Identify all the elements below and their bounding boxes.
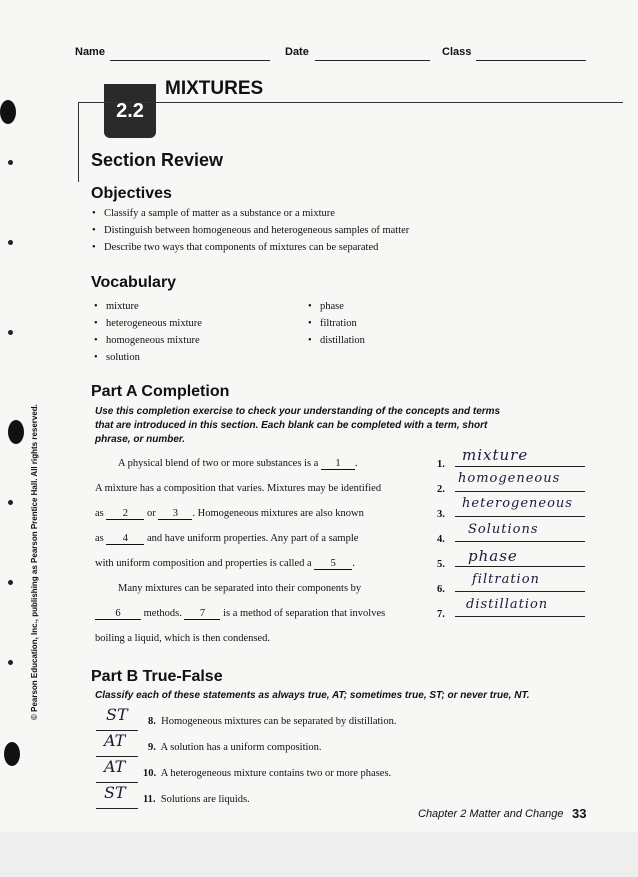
date-label: Date [285, 46, 309, 58]
part-a-instructions: phrase, or number. [95, 434, 186, 445]
vocab-term: • mixture [106, 301, 139, 312]
handwritten-answer: ST [104, 783, 126, 802]
objective-item: • Distinguish between homogeneous and heterogeneous samples of matter [104, 225, 409, 236]
page-title: MIXTURES [165, 78, 264, 99]
blank-3: 3 [158, 508, 192, 520]
blank-7: 7 [184, 608, 220, 620]
blank-6: 6 [95, 608, 141, 620]
blank-4: 4 [106, 533, 144, 545]
objectives-heading: Objectives [91, 185, 172, 202]
completion-text: A physical blend of two or more substances is a 1 . [118, 458, 358, 469]
class-label: Class [442, 46, 472, 58]
answer-number: 2. [437, 484, 445, 495]
completion-text: as 4 and have uniform properties. Any part of a sample [95, 533, 359, 544]
margin-mark [8, 660, 13, 665]
vocab-term: • heterogeneous mixture [106, 318, 202, 329]
answer-number: 7. [437, 609, 445, 620]
answer-number: 1. [437, 459, 445, 470]
vocab-term: • phase [320, 301, 344, 312]
handwritten-answer: AT [104, 731, 126, 750]
name-label: Name [75, 46, 105, 58]
blank-1: 1 [321, 458, 355, 470]
class-field[interactable] [476, 60, 586, 61]
margin-mark [8, 330, 13, 335]
blank-5: 5 [314, 558, 352, 570]
handwritten-answer: heterogeneous [462, 496, 573, 511]
true-false-item: 8. Homogeneous mixtures can be separated by distillation. [148, 716, 397, 727]
completion-text: 6 methods. 7 is a method of separation that involves [95, 608, 385, 620]
part-b-instructions: Classify each of these statements as always true, AT; sometimes true, ST; or never true, NT. [95, 690, 530, 701]
margin-mark [8, 160, 13, 165]
title-rule-vertical [78, 102, 79, 182]
completion-text: as 2 or 3 . Homogeneous mixtures are also known [95, 508, 364, 519]
objective-item: • Classify a sample of matter as a substance or a mixture [104, 208, 335, 219]
completion-text: with uniform composition and properties is called a 5 . [95, 558, 355, 569]
true-false-item: 9. A solution has a uniform composition. [148, 742, 322, 753]
vocab-term: • filtration [320, 318, 357, 329]
vocab-term: • solution [106, 352, 140, 363]
part-a-instructions: Use this completion exercise to check your understanding of the concepts and terms [95, 406, 501, 417]
objective-item: • Describe two ways that components of mixtures can be separated [104, 242, 378, 253]
handwritten-answer: AT [104, 757, 126, 776]
vocab-term: • distillation [320, 335, 365, 346]
handwritten-answer: ST [106, 705, 128, 724]
handwritten-answer: distillation [466, 597, 549, 612]
answer-number: 5. [437, 559, 445, 570]
margin-mark [8, 580, 13, 585]
section-number-badge: 2.2 [104, 84, 156, 138]
answer-number: 6. [437, 584, 445, 595]
part-a-heading: Part A Completion [91, 383, 230, 400]
answer-number: 4. [437, 534, 445, 545]
date-field[interactable] [315, 60, 430, 61]
name-field[interactable] [110, 60, 270, 61]
margin-mark [8, 240, 13, 245]
true-false-item: 11. Solutions are liquids. [143, 794, 250, 805]
handwritten-answer: filtration [472, 572, 540, 587]
page-number: 33 [572, 806, 587, 821]
completion-text: A mixture has a composition that varies. Mixtures may be identified [95, 483, 382, 494]
completion-text: boiling a liquid, which is then condensed. [95, 633, 270, 644]
handwritten-answer: Solutions [468, 522, 539, 537]
answer-number: 3. [437, 509, 445, 520]
part-a-instructions: that are introduced in this section. Each blank can be completed with a term, short [95, 420, 488, 431]
handwritten-answer: phase [468, 547, 518, 565]
vocabulary-heading: Vocabulary [91, 274, 177, 291]
scan-margin [0, 832, 638, 877]
section-review-heading: Section Review [91, 150, 224, 170]
handwritten-answer: homogeneous [458, 471, 561, 486]
chapter-footer: Chapter 2 Matter and Change [418, 808, 564, 820]
margin-mark [8, 500, 13, 505]
copyright-notice: © Pearson Education, Inc., publishing as Pearson Prentice Hall. All rights reserved. [30, 404, 39, 720]
vocab-term: • homogeneous mixture [106, 335, 200, 346]
part-b-heading: Part B True-False [91, 668, 223, 685]
title-rule [78, 102, 623, 103]
completion-text: Many mixtures can be separated into their components by [118, 583, 362, 594]
true-false-item: 10. A heterogeneous mixture contains two or more phases. [143, 768, 392, 779]
blank-2: 2 [106, 508, 144, 520]
handwritten-answer: mixture [462, 446, 529, 464]
